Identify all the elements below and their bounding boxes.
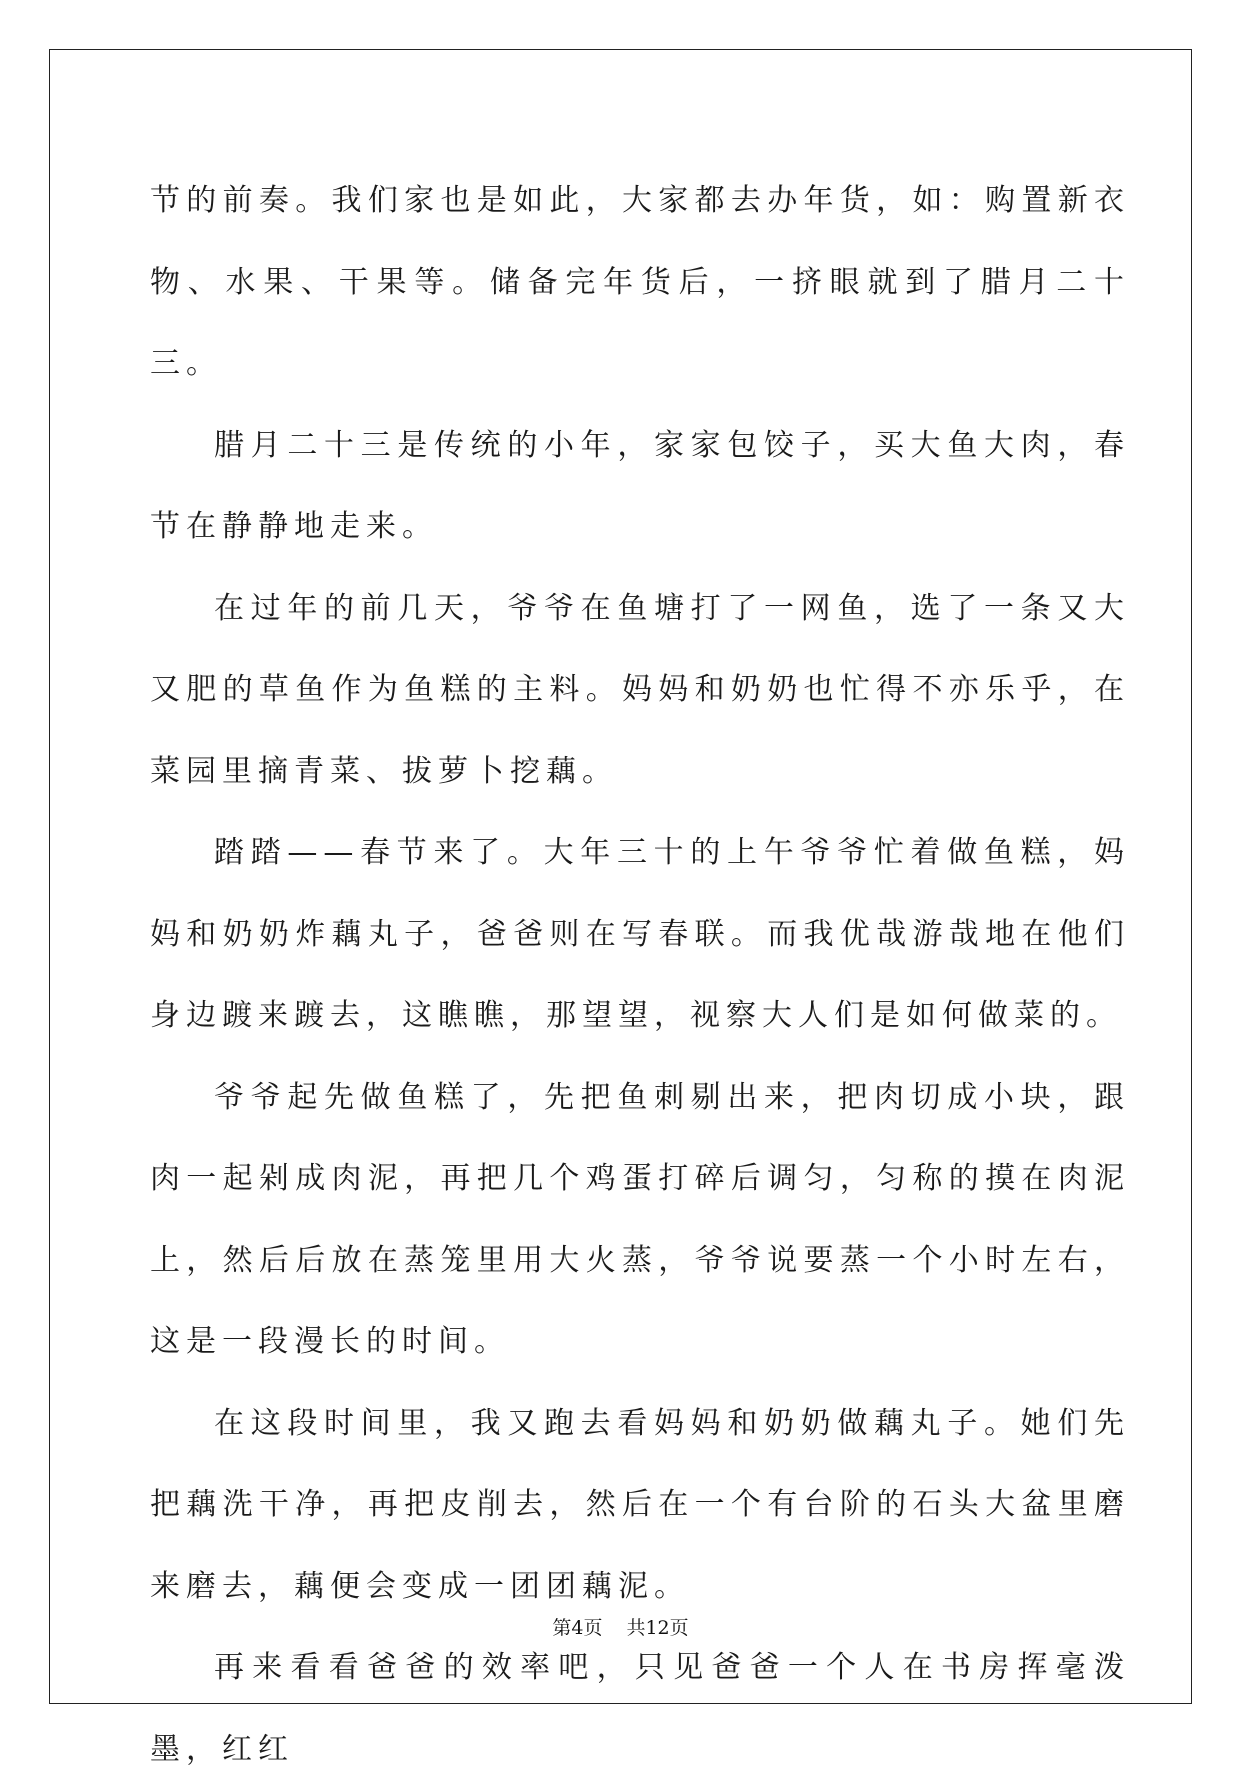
- paragraph: 踏踏——春节来了。大年三十的上午爷爷忙着做鱼糕，妈妈和奶奶炸藕丸子，爸爸则在写春联。而我优哉游哉地在他们身边踱来踱去，这瞧瞧，那望望，视察大人们是如何做菜的。: [150, 835, 1130, 1033]
- page-number: 第4页: [552, 1617, 603, 1639]
- paragraph: 再来看看爸爸的效率吧，只见爸爸一个人在书房挥毫泼墨，红红: [150, 1650, 1130, 1767]
- paragraph: 在这段时间里，我又跑去看妈妈和奶奶做藕丸子。她们先把藕洗干净，再把皮削去，然后在一个有台阶的石头大盆里磨来磨去，藕便会变成一团团藕泥。: [150, 1405, 1130, 1604]
- paragraph-continued: 节的前奏。我们家也是如此，大家都去办年货，如：购置新衣物、水果、干果等。储备完年货后，一挤眼就到了腊月二十三。: [150, 183, 1130, 381]
- paragraph: 爷爷起先做鱼糕了，先把鱼刺剔出来，把肉切成小块，跟肉一起剁成肉泥，再把几个鸡蛋打碎后调匀，匀称的摸在肉泥上，然后后放在蒸笼里用大火蒸，爷爷说要蒸一个小时左右，这是一段漫长的时间。: [150, 1079, 1130, 1359]
- paragraph: 在过年的前几天，爷爷在鱼塘打了一网鱼，选了一条又大又肥的草鱼作为鱼糕的主料。妈妈和奶奶也忙得不亦乐乎，在菜园里摘青菜、拔萝卜挖藕。: [150, 590, 1130, 789]
- paragraph: 腊月二十三是传统的小年，家家包饺子，买大鱼大肉，春节在静静地走来。: [150, 427, 1130, 544]
- page-total: 共12页: [626, 1617, 689, 1639]
- page-footer: [0, 1613, 1241, 1640]
- document-body: [150, 160, 1130, 1790]
